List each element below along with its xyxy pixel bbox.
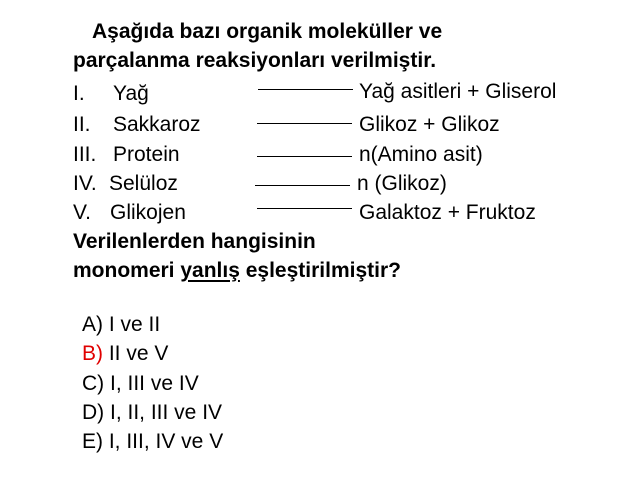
reaction-arrow-line [257,123,352,124]
answer-letter: B) [82,342,103,365]
reaction-numeral: IV. [73,172,97,195]
answer-letter: E) [82,430,103,453]
answer-text: I ve II [103,313,161,336]
answer-letter: A) [82,313,103,336]
answer-text: I, III, IV ve V [103,430,224,453]
reaction-products: Galaktoz + Fruktoz [359,201,536,224]
reaction-numeral: V. [73,201,91,224]
reaction-arrow-line [257,156,352,157]
answer-option-d[interactable] [82,401,222,425]
reaction-molecule: Sakkaroz [113,113,201,136]
answer-option-e[interactable] [82,430,223,454]
question-line-2: parçalanma reaksiyonları verilmiştir. [73,49,437,72]
prompt-emphasis: yanlış [180,259,240,282]
reaction-arrow-line [257,208,352,209]
answer-letter: C) [82,372,105,395]
prompt-line-2 [73,259,401,283]
reaction-numeral: I. [73,82,85,105]
answer-text: I, II, III ve IV [104,401,223,424]
answer-option-b[interactable] [82,342,168,366]
reaction-numeral: III. [73,143,97,166]
prompt-line-2-pre: monomeri [73,259,181,282]
reaction-numeral: II. [73,113,91,136]
answer-text: I, III ve IV [104,372,199,395]
reaction-molecule: Glikojen [110,201,186,224]
answer-letter: D) [82,401,105,424]
reaction-arrow-line [255,185,350,186]
reaction-molecule: Yağ [113,82,149,105]
answer-option-c[interactable] [82,372,199,396]
reaction-products: n(Amino asit) [359,143,483,166]
answer-text: II ve V [103,342,169,365]
reaction-products: n (Glikoz) [357,172,447,195]
reaction-arrow-line [258,89,353,90]
reaction-molecule: Protein [113,143,180,166]
prompt-line-1: Verilenlerden hangisinin [73,230,316,253]
reaction-molecule: Selüloz [109,172,178,195]
reaction-products: Glikoz + Glikoz [359,113,500,136]
answer-option-a[interactable] [82,313,160,337]
prompt-line-2-post: eşleştirilmiştir? [239,259,401,282]
reaction-products: Yağ asitleri + Gliserol [359,80,557,103]
question-line-1: Aşağıda bazı organik moleküller ve [92,20,443,43]
